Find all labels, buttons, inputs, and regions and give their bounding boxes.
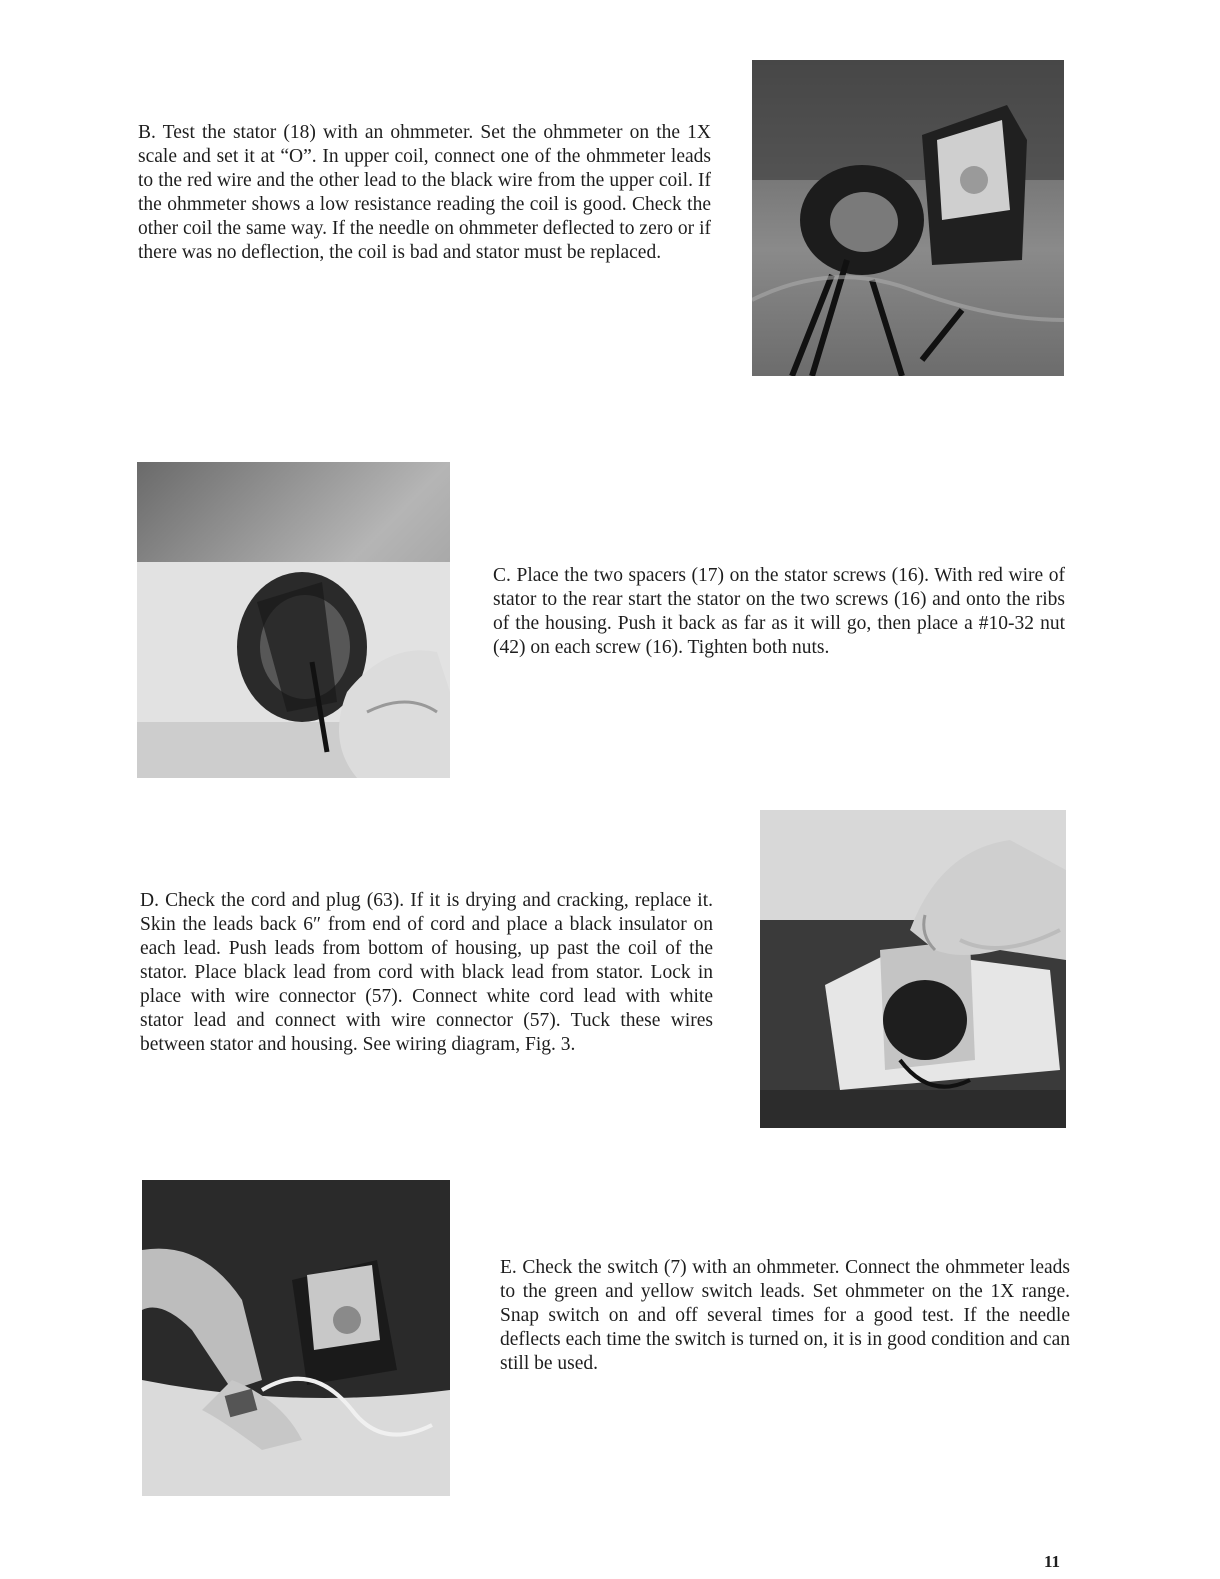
instruction-b: B. Test the stator (18) with an ohmmeter. Set the ohmmeter on the 1X scale and set it at “O”. In upper coil, connect one of the ohmmeter leads to the red wire and the other lead to the black wire from the upper coil. If the ohmmeter shows a low resistance reading the coil is good. Check the other coil the same way. If the needle on ohmmeter deflected to zero or if there was no deflection, the coil is bad and stator must be replaced. [138, 122, 711, 263]
photo-cord-wiring [760, 810, 1066, 1128]
page-number: 11 [1044, 1552, 1061, 1571]
photo-stator-ohmmeter-test [752, 60, 1064, 376]
instruction-c: C. Place the two spacers (17) on the stator screws (16). With red wire of stator to the rear start the stator on the two screws (16) and onto the ribs of the housing. Push it back as far as it will go, then place a #10-32 nut (42) on each screw (16). Tighten both nuts. [493, 565, 1065, 658]
photo-switch-test [142, 1180, 450, 1496]
instruction-d: D. Check the cord and plug (63). If it is drying and cracking, replace it. Skin the leads back 6″ from end of cord and place a black insulator on each lead. Push leads from bottom of housing, up past the coil of the stator. Place black lead from cord with black lead from stator. Lock in place with wire connector (57). Connect white cord lead with white stator lead and connect with wire connector (57). Tuck these wires between stator and housing. See wiring diagram, Fig. 3. [140, 890, 713, 1055]
photo-stator-installation [137, 462, 450, 778]
instruction-e: E. Check the switch (7) with an ohmmeter. Connect the ohmmeter leads to the green and yellow switch leads. Set ohmmeter on the 1X range. Snap switch on and off several times for a good test. If the needle deflects each time the switch is turned on, it is in good condition and can still be used. [500, 1257, 1070, 1374]
